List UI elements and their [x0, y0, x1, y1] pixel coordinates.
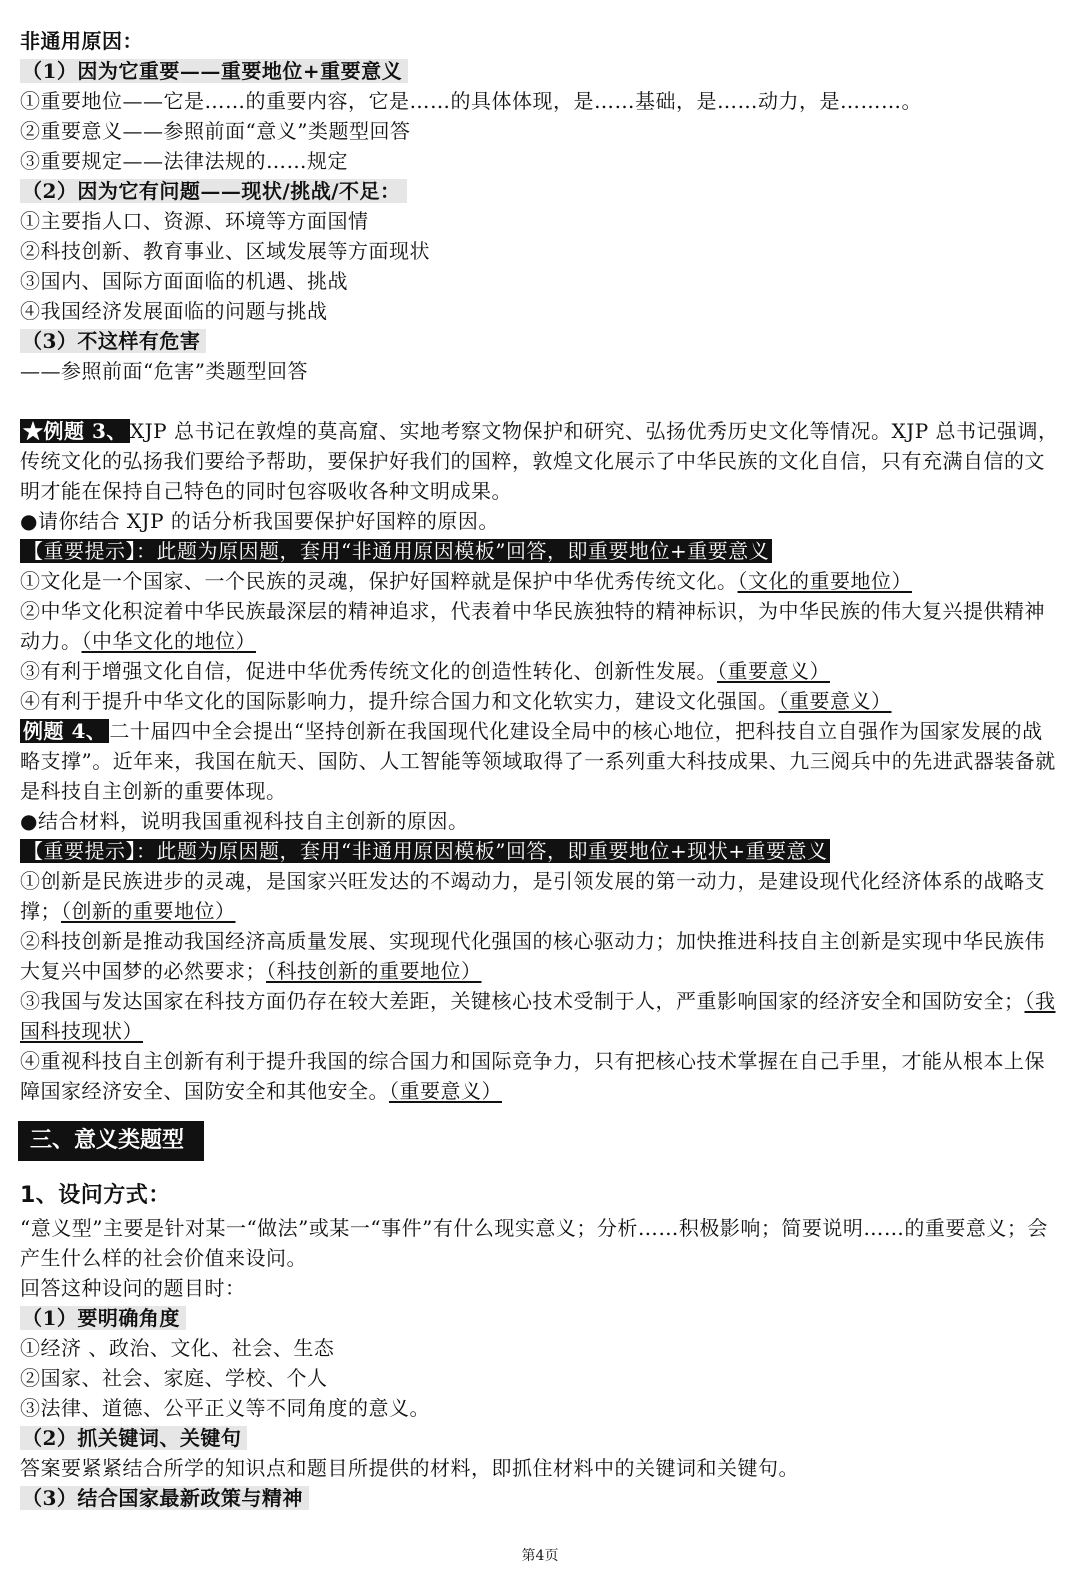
list-item: ②科技创新、教育事业、区域发展等方面现状: [20, 239, 430, 263]
list-item: ②重要意义——参照前面“意义”类题型回答: [20, 119, 411, 143]
page-number: 第4页: [521, 1548, 559, 1564]
part1-subheading: （2）抓关键词、关键句: [20, 1423, 1060, 1453]
example3-answer: ④有利于提升中华文化的国际影响力，提升综合国力和文化软实力，建设文化强国。（重要意义）: [20, 689, 892, 713]
example4-answer: ④重视科技自主创新有利于提升我国的综合国力和国际竞争力，只有把核心技术掌握在自己手里，才能从根本上保障国家经济安全、国防安全和其他安全。（重要意义）: [20, 1049, 1045, 1103]
list-item: ——参照前面“危害”类题型回答: [20, 359, 308, 383]
example3-answer: ③有利于增强文化自信，促进中华优秀传统文化的创造性转化、创新性发展。（重要意义）: [20, 659, 830, 683]
example4-answer: ③我国与发达国家在科技方面仍存在较大差距，关键核心技术受制于人，严重影响国家的经济安全和国防安全；（我国科技现状）: [20, 989, 1056, 1043]
heading-non-general: 非通用原因：: [20, 29, 143, 53]
section-title: 三、意义类题型: [18, 1121, 204, 1161]
list-item: ②国家、社会、家庭、学校、个人: [20, 1366, 328, 1390]
list-item: ①经济 、政治、文化、社会、生态: [20, 1336, 335, 1360]
example3-text: XJP 总书记在敦煌的莫高窟、实地考察文物保护和研究、弘扬优秀历史文化等情况。XJP 总书记强调，传统文化的弘扬我们要给予帮助，要保护好我们的国粹，敦煌文化展示了中华民族的文化自信，只有充满自信的文明才能在保持自己特色的同时包容吸收各种文明成果。: [20, 419, 1059, 503]
part1-intro: 回答这种设问的题目时：: [20, 1276, 246, 1300]
list-item: ①重要地位——它是……的重要内容，它是……的具体体现，是……基础，是……动力，是………。: [20, 89, 922, 113]
subheading-problem: （2）因为它有问题——现状/挑战/不足：: [20, 176, 1060, 206]
example3-tip: 【重要提示】：此题为原因题，套用“非通用原因模板”回答，即重要地位+重要意义: [20, 536, 1060, 566]
part1-subheading: （3）结合国家最新政策与精神: [20, 1483, 1060, 1513]
example4-material: [20, 716, 1060, 806]
example4-answer: ①创新是民族进步的灵魂，是国家兴旺发达的不竭动力，是引领发展的第一动力，是建设现代化经济体系的战略支撑；（创新的重要地位）: [20, 869, 1045, 923]
example3-question: ●请你结合 XJP 的话分析我国要保护好国粹的原因。: [20, 509, 499, 533]
subheading-important: （1）因为它重要——重要地位+重要意义: [20, 56, 1060, 86]
example3-answer: ①文化是一个国家、一个民族的灵魂，保护好国粹就是保护中华优秀传统文化。（文化的重要地位）: [20, 569, 912, 593]
example4-tag: 例题 4、: [20, 719, 109, 743]
example4-question: ●结合材料，说明我国重视科技自主创新的原因。: [20, 809, 469, 833]
subheading-harm: （3）不这样有危害: [20, 326, 1060, 356]
list-item: ③重要规定——法律法规的……规定: [20, 149, 348, 173]
example4-text: 二十届四中全会提出“坚持创新在我国现代化建设全局中的核心地位，把科技自立自强作为国家发展的战略支撑”。近年来，我国在航天、国防、人工智能等领域取得了一系列重大科技成果、九三阅兵中的先进武器装备就是科技自主创新的重要体现。: [20, 719, 1056, 803]
example4-answer: ②科技创新是推动我国经济高质量发展、实现现代化强国的核心驱动力；加快推进科技自主创新是实现中华民族伟大复兴中国梦的必然要求；（科技创新的重要地位）: [20, 929, 1045, 983]
list-item: ④我国经济发展面临的问题与挑战: [20, 299, 328, 323]
part1-paragraph: 答案要紧紧结合所学的知识点和题目所提供的材料，即抓住材料中的关键词和关键句。: [20, 1456, 799, 1480]
list-item: ③国内、国际方面面临的机遇、挑战: [20, 269, 348, 293]
list-item: ③法律、道德、公平正义等不同角度的意义。: [20, 1396, 430, 1420]
part1-subheading: （1）要明确角度: [20, 1303, 1060, 1333]
part1-desc: “意义型”主要是针对某一“做法”或某一“事件”有什么现实意义；分析……积极影响；简要说明……的重要意义；会产生什么样的社会价值来设问。: [20, 1216, 1048, 1270]
example4-tip: 【重要提示】：此题为原因题，套用“非通用原因模板”回答，即重要地位+现状+重要意义: [20, 836, 1060, 866]
example3-material: [20, 416, 1060, 506]
list-item: ①主要指人口、资源、环境等方面国情: [20, 209, 369, 233]
part1-heading: 1、设问方式：: [20, 1183, 171, 1208]
example3-answer: ②中华文化积淀着中华民族最深层的精神追求，代表着中华民族独特的精神标识，为中华民族的伟大复兴提供精神动力。（中华文化的地位）: [20, 599, 1045, 653]
example3-tag: ★例题 3、: [20, 419, 130, 443]
